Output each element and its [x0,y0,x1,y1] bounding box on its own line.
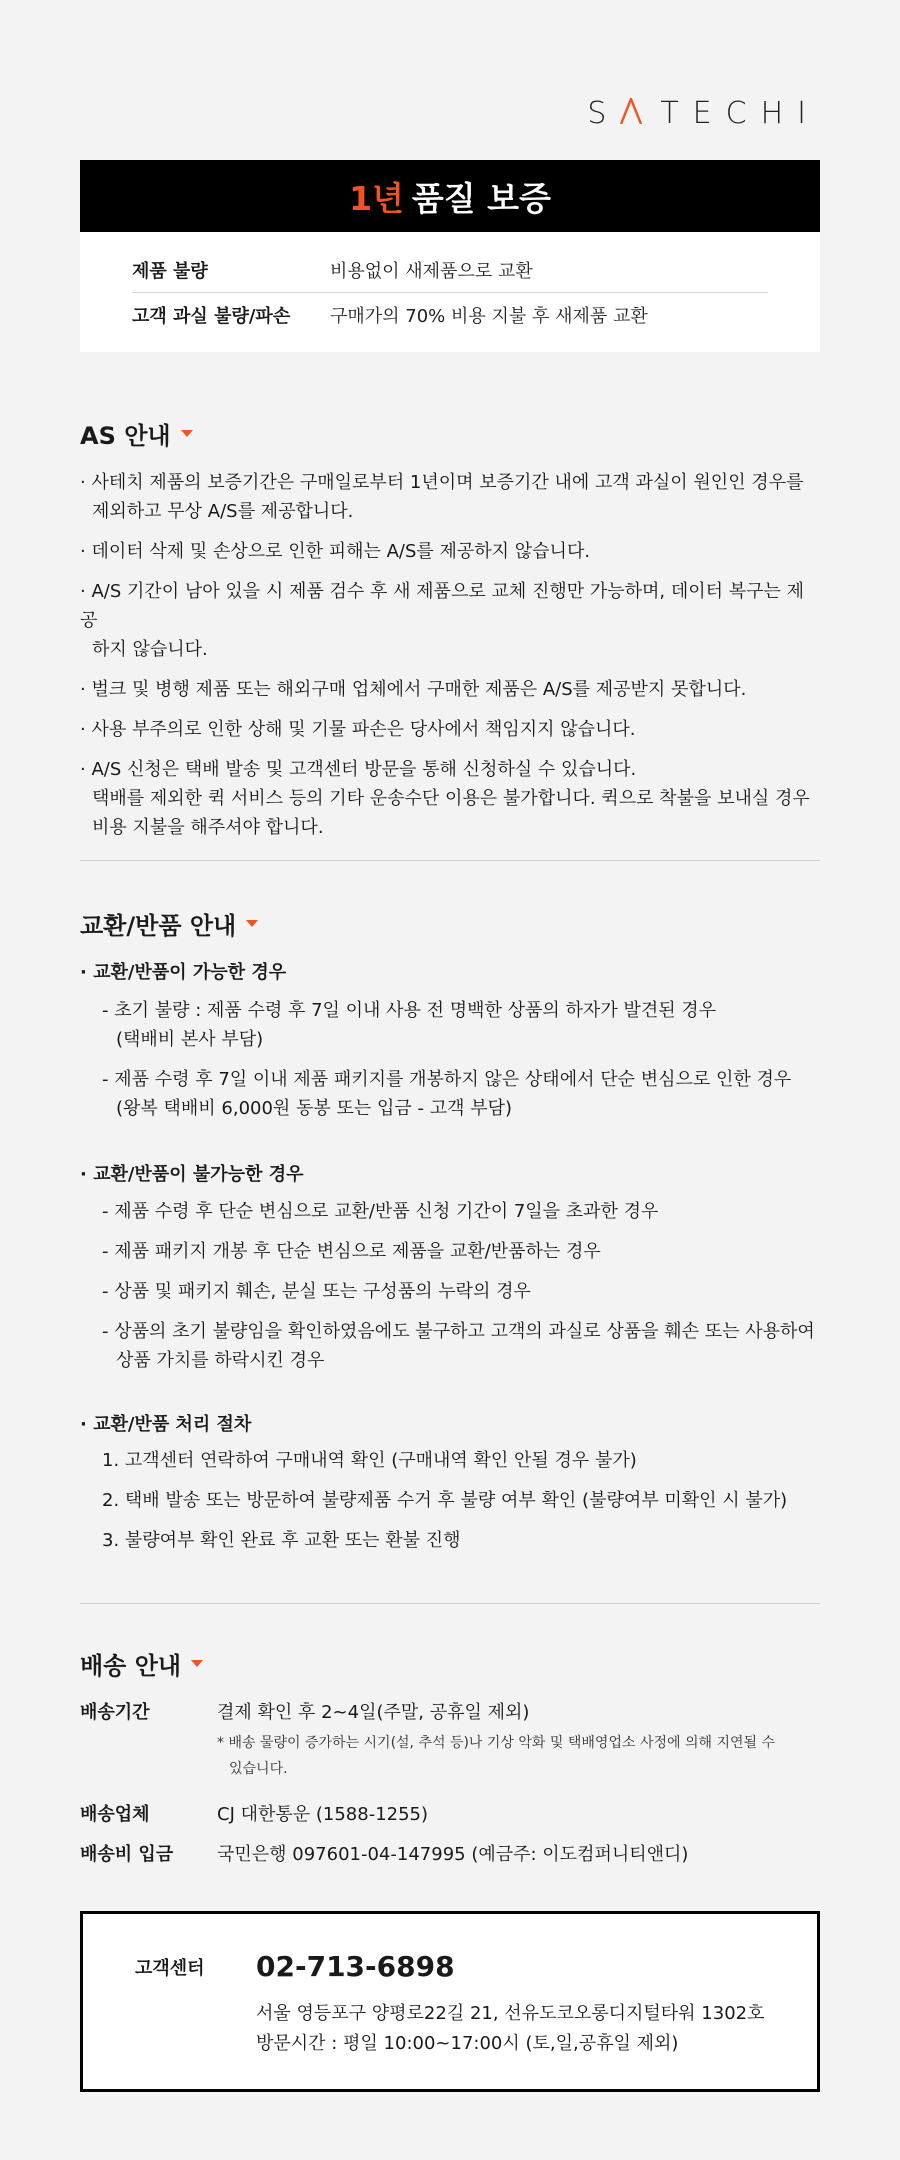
exchange-possible-list [102,996,822,1134]
list-item-line: 상품 가치를 하락시킨 경우 [116,1350,325,1371]
as-bullet [80,468,820,526]
customer-center-address: 서울 영등포구 양평로22길 21, 선유도코오롱디지털타워 1302호 [256,2003,765,2024]
warranty-title: 품질 보증 [411,178,551,218]
shipping-period-note: * 배송 물량이 증가하는 시기(설, 추석 등)나 기상 악화 및 택배영업소 사정에 의해 지연될 수 [217,1735,776,1751]
exchange-title-text: 교환/반품 안내 [80,912,237,940]
warranty-title-highlight: 1년 [349,178,404,218]
list-item-line: (택배비 본사 부담) [116,1029,264,1050]
list-item-line: - 초기 불량 : 제품 수령 후 7일 이내 사용 전 명백한 상품의 하자가 발견된 경우 [102,1000,717,1021]
caret-down-icon [181,430,193,437]
as-bullet-line: 하지 않습니다. [92,639,208,660]
section-divider [80,860,820,861]
customer-center-label: 고객센터 [135,1958,205,1979]
customer-center-box [80,1911,820,2092]
logo-a-triangle-icon [620,98,646,124]
list-item-line: - 제품 수령 후 7일 이내 제품 패키지를 개봉하지 않은 상태에서 단순 변심으로 인한 경우 [102,1069,792,1090]
list-item [102,996,822,1054]
customer-center-phone[interactable]: 02-713-6898 [256,1950,455,1983]
section-divider [80,1603,820,1604]
as-title-text: AS 안내 [80,422,171,450]
shipping-carrier-row [80,1800,820,1826]
shipping-carrier-key: 배송업체 [80,1804,150,1825]
list-item-line: - 상품 및 패키지 훼손, 분실 또는 구성품의 누락의 경우 [102,1281,531,1302]
warranty-header [80,160,820,232]
as-bullet [80,755,820,842]
list-item [102,1277,822,1306]
shipping-fee-key: 배송비 입금 [80,1844,174,1865]
exchange-impossible-title: · 교환/반품이 불가능한 경우 [80,1164,304,1185]
exchange-process-list [102,1446,822,1566]
warranty-value: 구매가의 70% 비용 지불 후 새제품 교환 [330,305,648,327]
as-bullet-line: · A/S 신청은 택배 발송 및 고객센터 방문을 통해 신청하실 수 있습니다. [80,759,637,780]
warranty-value: 비용없이 새제품으로 교환 [330,261,533,282]
as-bullet-list [80,468,820,853]
as-bullet-line: · 벌크 및 병행 제품 또는 해외구매 업체에서 구매한 제품은 A/S를 제공받지 못합니다. [80,679,747,700]
list-item [102,1237,822,1266]
process-step: 1. 고객센터 연락하여 구매내역 확인 (구매내역 확인 안될 경우 불가) [102,1450,637,1471]
logo-left: S [587,96,621,131]
warranty-key: 고객 과실 불량/파손 [132,305,291,327]
warranty-row [132,248,768,292]
exchange-impossible-list [102,1197,822,1386]
shipping-period-value: 결제 확인 후 2~4일(주말, 공휴일 제외) [217,1702,530,1723]
process-step: 3. 불량여부 확인 완료 후 교환 또는 환불 진행 [102,1530,461,1551]
warranty-card [80,160,820,352]
exchange-possible-title: · 교환/반품이 가능한 경우 [80,962,287,983]
shipping-section-title [80,1646,203,1681]
as-bullet [80,675,820,704]
customer-center-hours: 방문시간 : 평일 10:00~17:00시 (토,일,공휴일 제외) [256,2033,679,2054]
list-item [102,1317,822,1375]
exchange-process-title: · 교환/반품 처리 절차 [80,1414,252,1435]
logo-right: TECHI [660,96,820,131]
as-bullet [80,715,820,744]
satechi-logo [587,96,820,131]
as-bullet-line: · 데이터 삭제 및 손상으로 인한 피해는 A/S를 제공하지 않습니다. [80,541,591,562]
as-bullet [80,577,820,664]
warranty-table [80,232,820,352]
shipping-fee-value: 국민은행 097601-04-147995 (예금주: 이도컴퍼니티앤디) [217,1844,689,1865]
process-step: 2. 택배 발송 또는 방문하여 불량제품 수거 후 불량 여부 확인 (불량여부 미확인 시 불가) [102,1490,788,1511]
shipping-period-key: 배송기간 [80,1702,150,1723]
shipping-period-note-cont: 있습니다. [229,1761,288,1777]
as-bullet-line: 비용 지불을 해주셔야 합니다. [92,817,324,838]
list-item-line: - 제품 수령 후 단순 변심으로 교환/반품 신청 기간이 7일을 초과한 경우 [102,1201,659,1222]
as-section-title [80,416,193,451]
as-bullet-line: 제외하고 무상 A/S를 제공합니다. [92,501,354,522]
as-bullet-line: · A/S 기간이 남아 있을 시 제품 검수 후 새 제품으로 교체 진행만 가능하며, 데이터 복구는 제공 [80,581,804,631]
list-item-line: - 제품 패키지 개봉 후 단순 변심으로 제품을 교환/반품하는 경우 [102,1241,601,1262]
as-bullet-line: 택배를 제외한 퀵 서비스 등의 기타 운송수단 이용은 불가합니다. 퀵으로 착불을 보내실 경우 [92,788,810,809]
caret-down-icon [191,1660,203,1667]
warranty-key: 제품 불량 [132,261,208,282]
list-item [102,1197,822,1226]
as-bullet-line: · 사용 부주의로 인한 상해 및 기물 파손은 당사에서 책임지지 않습니다. [80,719,636,740]
shipping-period-row [80,1698,820,1782]
customer-center-info [256,1999,764,2059]
caret-down-icon [246,920,258,927]
list-item [102,1065,822,1123]
exchange-section-title [80,906,258,941]
shipping-carrier-value: CJ 대한통운 (1588-1255) [217,1804,429,1825]
shipping-title-text: 배송 안내 [80,1652,182,1680]
list-item-line: (왕복 택배비 6,000원 동봉 또는 입금 - 고객 부담) [116,1098,513,1119]
list-item-line: - 상품의 초기 불량임을 확인하였음에도 불구하고 고객의 과실로 상품을 훼손 또는 사용하여 [102,1321,815,1342]
as-bullet-line: · 사테치 제품의 보증기간은 구매일로부터 1년이며 보증기간 내에 고객 과실이 원인인 경우를 [80,472,804,493]
warranty-row [132,292,768,336]
as-bullet [80,537,820,566]
shipping-fee-row [80,1840,820,1866]
